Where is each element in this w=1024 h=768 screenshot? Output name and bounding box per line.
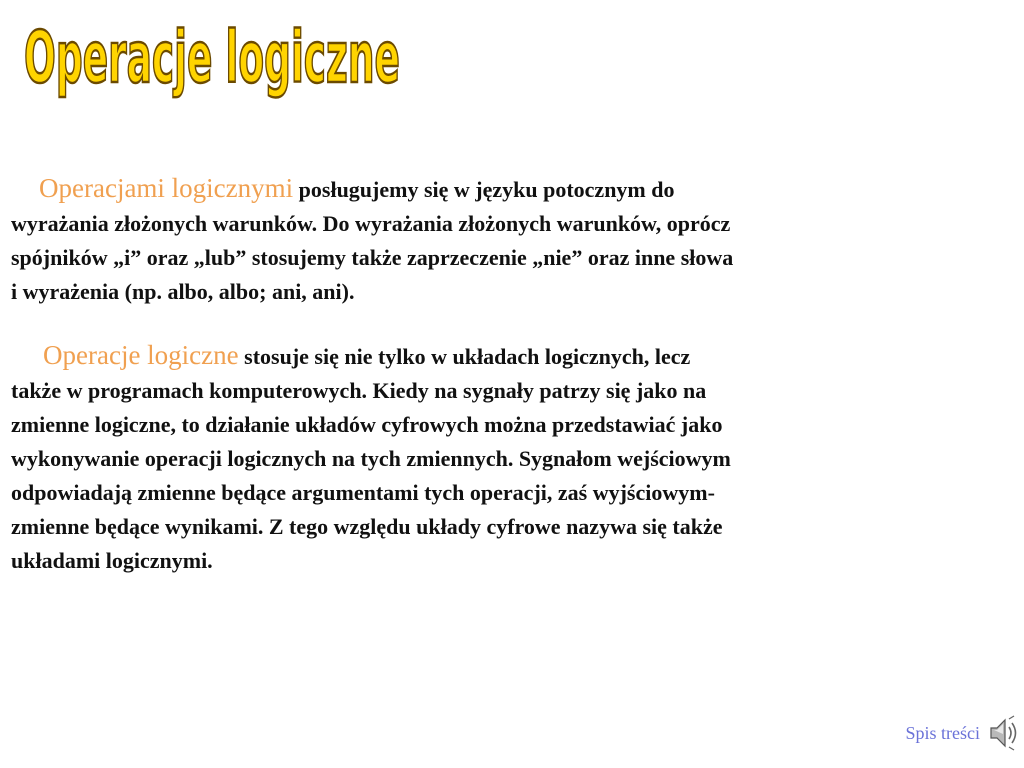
paragraph-2 (11, 338, 983, 578)
paragraph-2-lead: Operacje logiczne (43, 340, 239, 370)
title-wordart (22, 14, 422, 104)
page-title: Operacje logiczne (24, 16, 400, 101)
paragraph-1-line-3: spójników „i” oraz „lub” stosujemy także zaprzeczenie „nie” oraz inne słowa (11, 245, 734, 270)
paragraph-1 (11, 171, 979, 309)
slide-title (22, 14, 422, 104)
paragraph-2-line-7: układami logicznymi. (11, 548, 213, 573)
paragraph-2-line-3: zmienne logiczne, to działanie układów cyfrowych można przedstawiać jako (11, 412, 723, 437)
paragraph-2-line-4: wykonywanie operacji logicznych na tych zmiennych. Sygnałom wejściowym (11, 446, 731, 471)
paragraph-1-line-1: posługujemy się w języku potocznym do (298, 177, 675, 202)
speaker-icon[interactable] (987, 714, 1021, 752)
paragraph-1-lead: Operacjami logicznymi (39, 173, 294, 203)
paragraph-2-line-2: także w programach komputerowych. Kiedy na sygnały patrzy się jako na (11, 378, 707, 403)
paragraph-1-line-4: i wyrażenia (np. albo, albo; ani, ani). (11, 279, 355, 304)
paragraph-2-line-6: zmienne będące wynikami. Z tego względu układy cyfrowe nazywa się także (11, 514, 723, 539)
paragraph-2-line-1: stosuje się nie tylko w układach logicznych, lecz (244, 344, 691, 369)
paragraph-2-line-5: odpowiadają zmienne będące argumentami tych operacji, zaś wyjściowym- (11, 480, 715, 505)
toc-link[interactable]: Spis treści (905, 723, 980, 743)
paragraph-1-line-2: wyrażania złożonych warunków. Do wyrażania złożonych warunków, oprócz (11, 211, 731, 236)
